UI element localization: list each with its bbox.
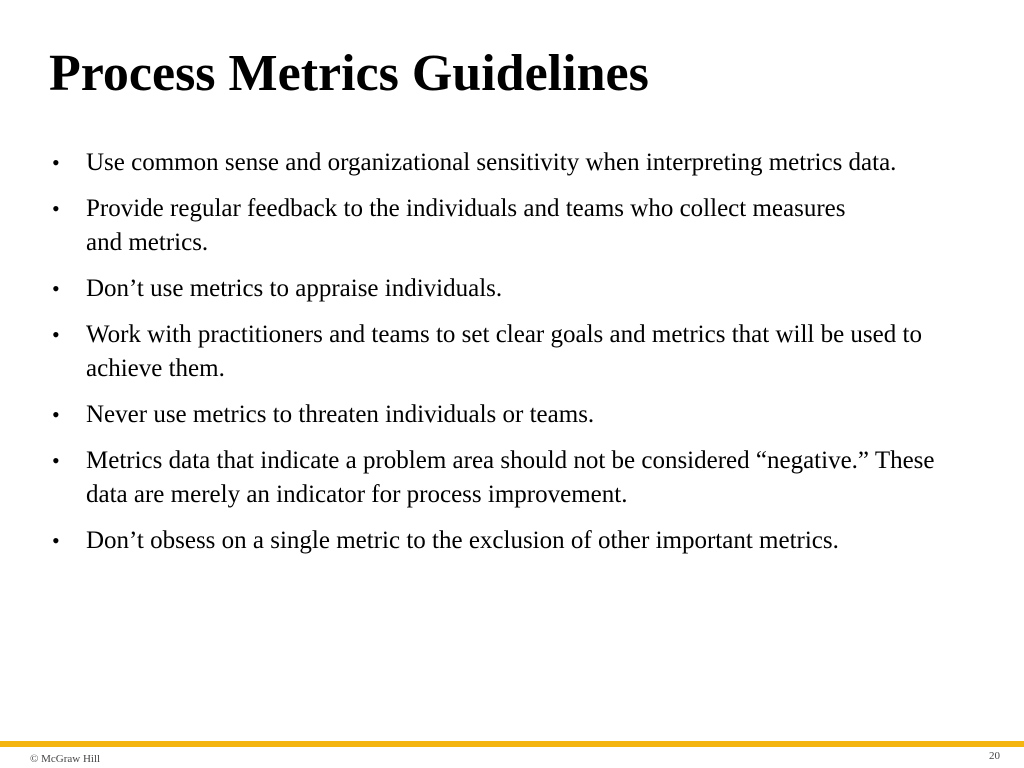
bullet-list	[49, 146, 969, 570]
bullet-text: Don’t obsess on a single metric to the exclusion of other important metrics.	[86, 527, 839, 554]
bullet-item	[49, 318, 946, 386]
bullet-item	[49, 146, 951, 180]
slide-title: Process Metrics Guidelines	[49, 45, 649, 102]
bullet-text: Never use metrics to threaten individuals or teams.	[86, 401, 595, 428]
bullet-dot-icon: •	[52, 196, 60, 221]
bullet-text: Work with practitioners and teams to set clear goals and metrics that will be used to achieve them.	[86, 321, 922, 382]
footer-copyright: © McGraw Hill	[30, 753, 101, 765]
bullet-item	[49, 192, 886, 260]
bullet-dot-icon: •	[52, 528, 60, 553]
bullet-item	[49, 272, 969, 306]
bullet-item	[49, 444, 966, 512]
bullet-dot-icon: •	[52, 150, 60, 175]
bullet-dot-icon: •	[52, 322, 60, 347]
bullet-dot-icon: •	[52, 448, 60, 473]
footer-accent-bar	[0, 741, 1024, 747]
bullet-text: Provide regular feedback to the individuals and teams who collect measures and metrics.	[86, 195, 846, 256]
bullet-text: Metrics data that indicate a problem area should not be considered “negative.” These data are merely an indicator for process improvement.	[86, 447, 935, 508]
bullet-dot-icon: •	[52, 402, 60, 427]
bullet-item	[49, 398, 969, 432]
bullet-dot-icon: •	[52, 276, 60, 301]
bullet-text: Don’t use metrics to appraise individuals.	[86, 275, 503, 302]
bullet-text: Use common sense and organizational sensitivity when interpreting metrics data.	[86, 149, 897, 176]
slide-page-number: 20	[989, 750, 1000, 762]
bullet-item	[49, 524, 969, 558]
